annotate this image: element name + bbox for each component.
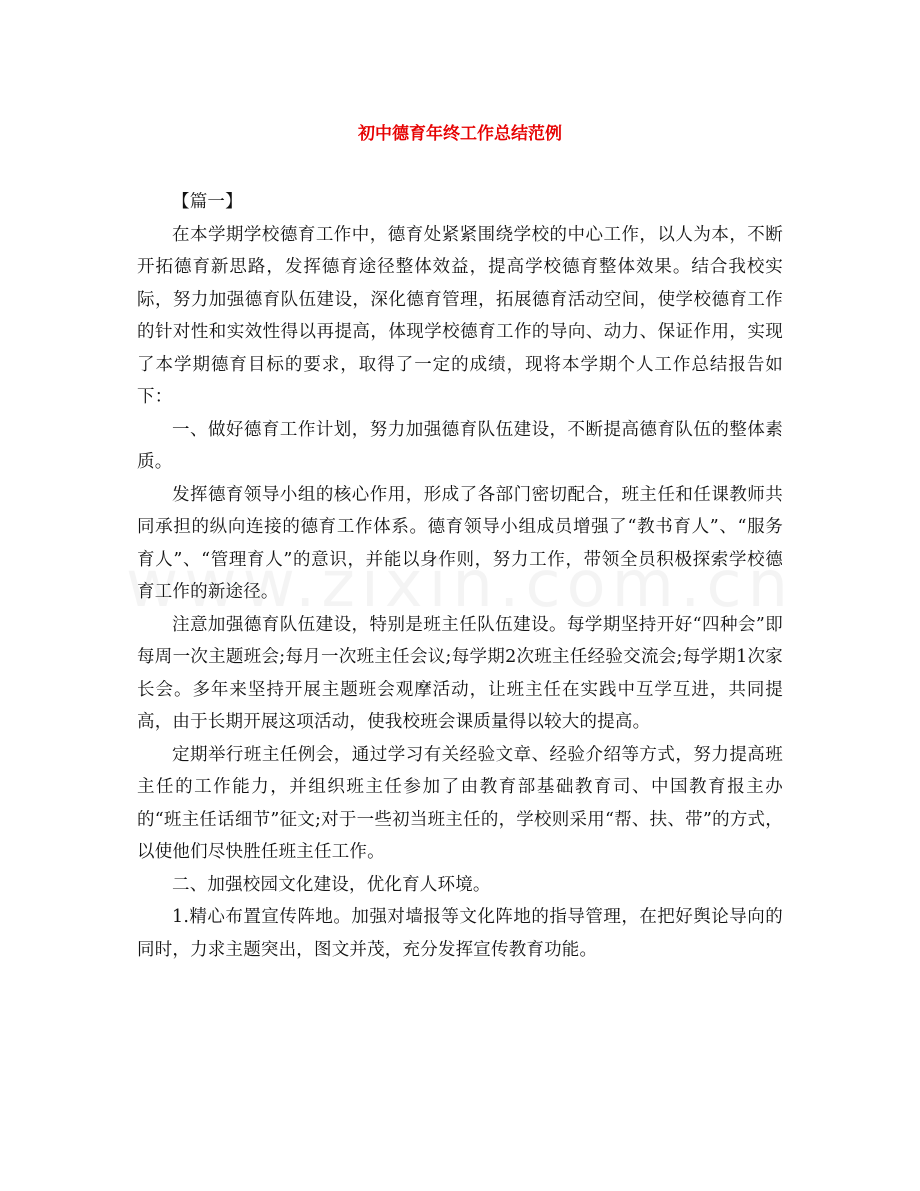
document-body	[137, 186, 783, 966]
section-heading: 【篇一】	[172, 192, 243, 212]
paragraph: 二、加强校园文化建设，优化育人环境。	[172, 874, 491, 895]
paragraph: 一、做好德育工作计划，努力加强德育队伍建设，不断提高德育队伍的整体素质。	[137, 419, 783, 472]
paragraph: 1.精心布置宣传阵地。加强对墙报等文化阵地的指导管理，在把好舆论导向的同时，力求主题突出，图文并茂，充分发挥宣传教育功能。	[137, 907, 783, 960]
paragraph: 注意加强德育队伍建设，特别是班主任队伍建设。每学期坚持开好“四种会”即每周一次主题班会;每月一次班主任会议;每学期2次班主任经验交流会;每学期1次家长会。多年来坚持开展主题班会观摩活动，让班主任在实践中互学互进，共同提高，由于长期开展这项活动，使我校班会课质量得以较大的提高。	[137, 614, 783, 732]
paragraph: 在本学期学校德育工作中，德育处紧紧围绕学校的中心工作，以人为本，不断开拓德育新思路，发挥德育途径整体效益，提高学校德育整体效果。结合我校实际，努力加强德育队伍建设，深化德育管理，拓展德育活动空间，使学校德育工作的针对性和实效性得以再提高，体现学校德育工作的导向、动力、保证作用，实现了本学期德育目标的要求，取得了一定的成绩，现将本学期个人工作总结报告如下：	[137, 224, 783, 407]
document-title: 初中德育年终工作总结范例	[358, 124, 562, 144]
paragraph: 定期举行班主任例会，通过学习有关经验文章、经验介绍等方式，努力提高班主任的工作能力，并组织班主任参加了由教育部基础教育司、中国教育报主办的“班主任话细节”征文;对于一些初当班主任的，学校则采用“帮、扶、带”的方式，以使他们尽快胜任班主任工作。	[137, 744, 783, 862]
paragraph: 发挥德育领导小组的核心作用，形成了各部门密切配合，班主任和任课教师共同承担的纵向连接的德育工作体系。德育领导小组成员增强了“教书育人”、“服务育人”、“管理育人”的意识，并能以身作则，努力工作，带领全员积极探索学校德育工作的新途径。	[137, 484, 783, 602]
